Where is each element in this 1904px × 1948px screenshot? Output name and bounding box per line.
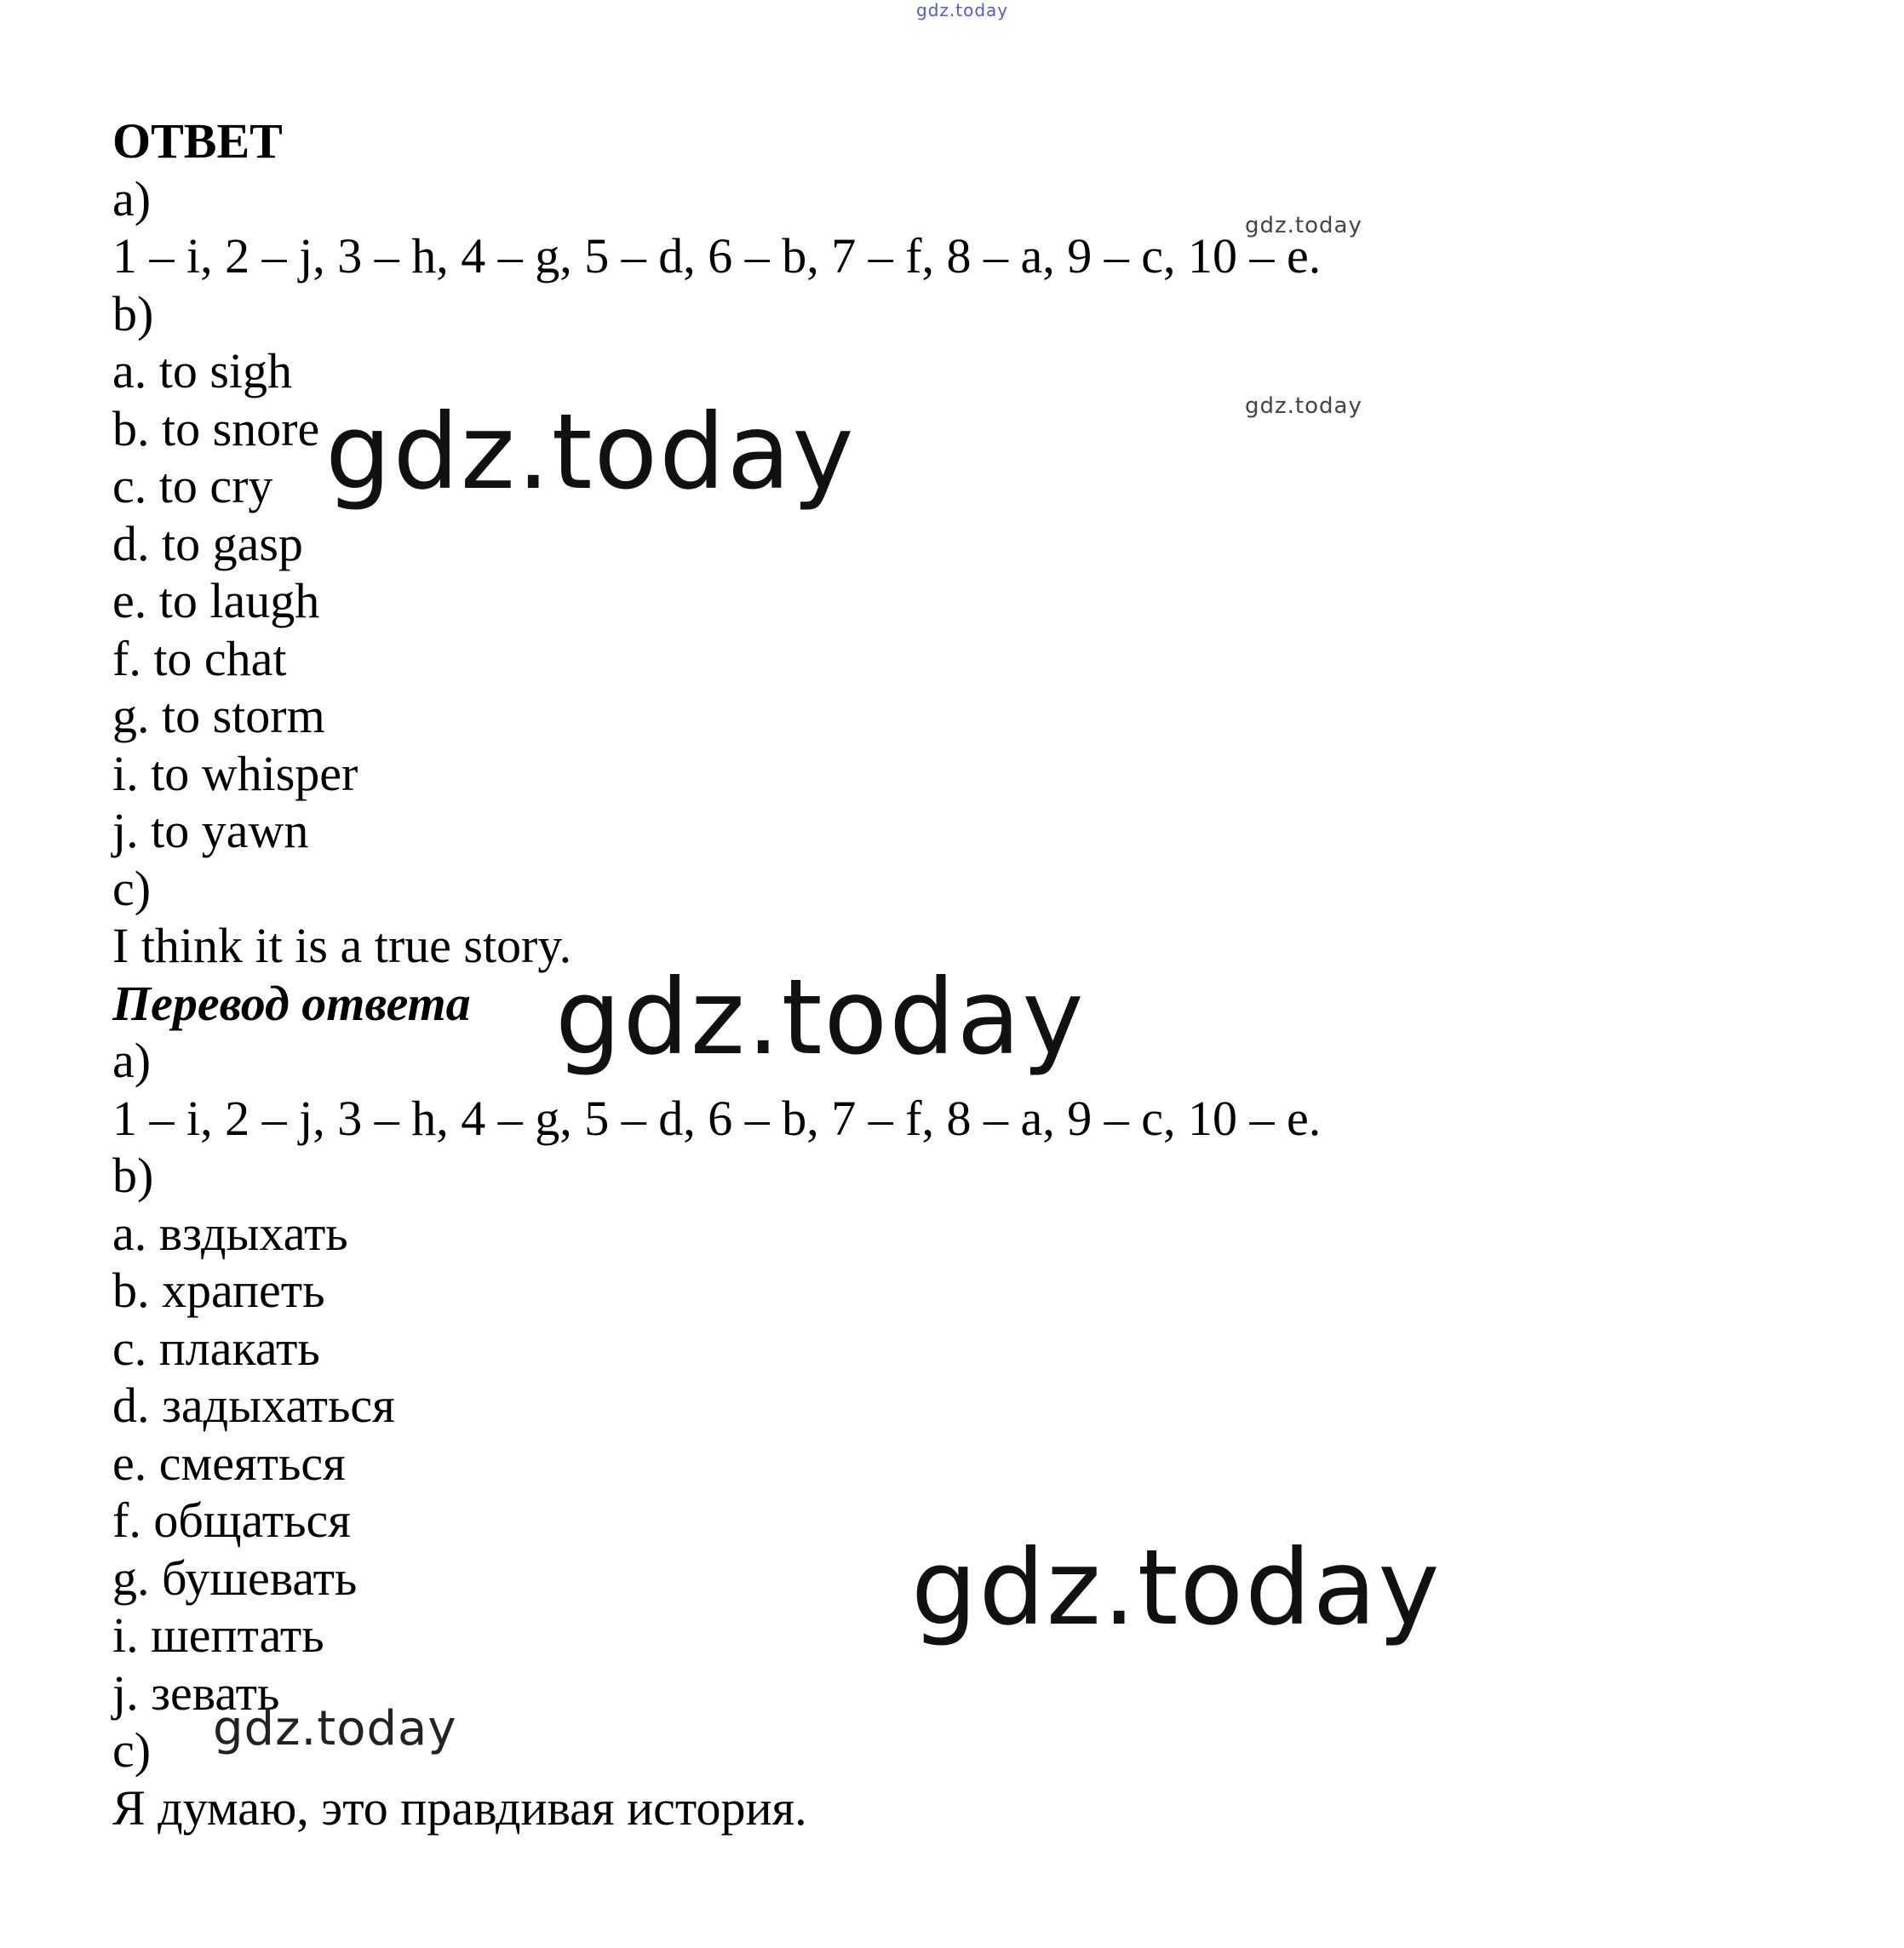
translation-part-c-text: Я думаю, это правдивая история. [112,1779,807,1836]
answer-b-item: j. to yawn [112,803,309,858]
translation-part-a-label: a) [112,1033,152,1088]
answer-b-item: g. to storm [112,688,325,743]
answer-b-item: i. to whisper [112,745,358,801]
translation-b-item: i. шептать [112,1607,324,1663]
answer-b-item: e. to laugh [112,573,320,628]
watermark-large-2: gdz.today [555,957,1086,1078]
watermark-top: gdz.today [916,0,1009,20]
translation-part-b-label: b) [112,1148,154,1203]
answer-b-item: f. to chat [112,630,287,686]
answer-b-item: b. to snore [112,400,320,456]
translation-part-a-text: 1 – i, 2 – j, 3 – h, 4 – g, 5 – d, 6 – b, 7 – f, 8 – a, 9 – c, 10 – e. [112,1090,1322,1146]
answer-heading: ОТВЕТ [112,113,283,169]
answer-b-item: a. to sigh [112,343,293,398]
answer-b-item: c. to cry [112,458,273,513]
watermark-large-1: gdz.today [325,392,856,513]
translation-part-c-label: c) [112,1722,152,1778]
answer-part-a-text: 1 – i, 2 – j, 3 – h, 4 – g, 5 – d, 6 – b, 7 – f, 8 – a, 9 – c, 10 – e. [112,228,1322,284]
translation-b-item: b. храпеть [112,1263,325,1318]
watermark-large-3: gdz.today [911,1527,1442,1648]
translation-b-item: j. зевать [112,1664,280,1721]
translation-b-item: d. задыхаться [112,1378,395,1433]
answer-part-b-label: b) [112,285,154,341]
watermark-medium: gdz.today [213,1701,457,1756]
translation-b-item: g. бушевать [112,1550,358,1606]
translation-b-item: c. плакать [112,1320,320,1376]
translation-b-item: a. вздыхать [112,1205,348,1261]
answer-part-a-label: a) [112,170,152,226]
answer-part-c-label: c) [112,860,152,916]
answer-b-item: d. to gasp [112,515,303,571]
answer-part-c-text: I think it is a true story. [112,918,572,973]
watermark-small-2: gdz.today [1245,393,1362,419]
translation-b-item: f. общаться [112,1493,351,1548]
translation-heading: Перевод ответа [112,975,471,1031]
watermark-small-1: gdz.today [1245,213,1362,238]
translation-b-item: e. смеяться [112,1435,346,1491]
